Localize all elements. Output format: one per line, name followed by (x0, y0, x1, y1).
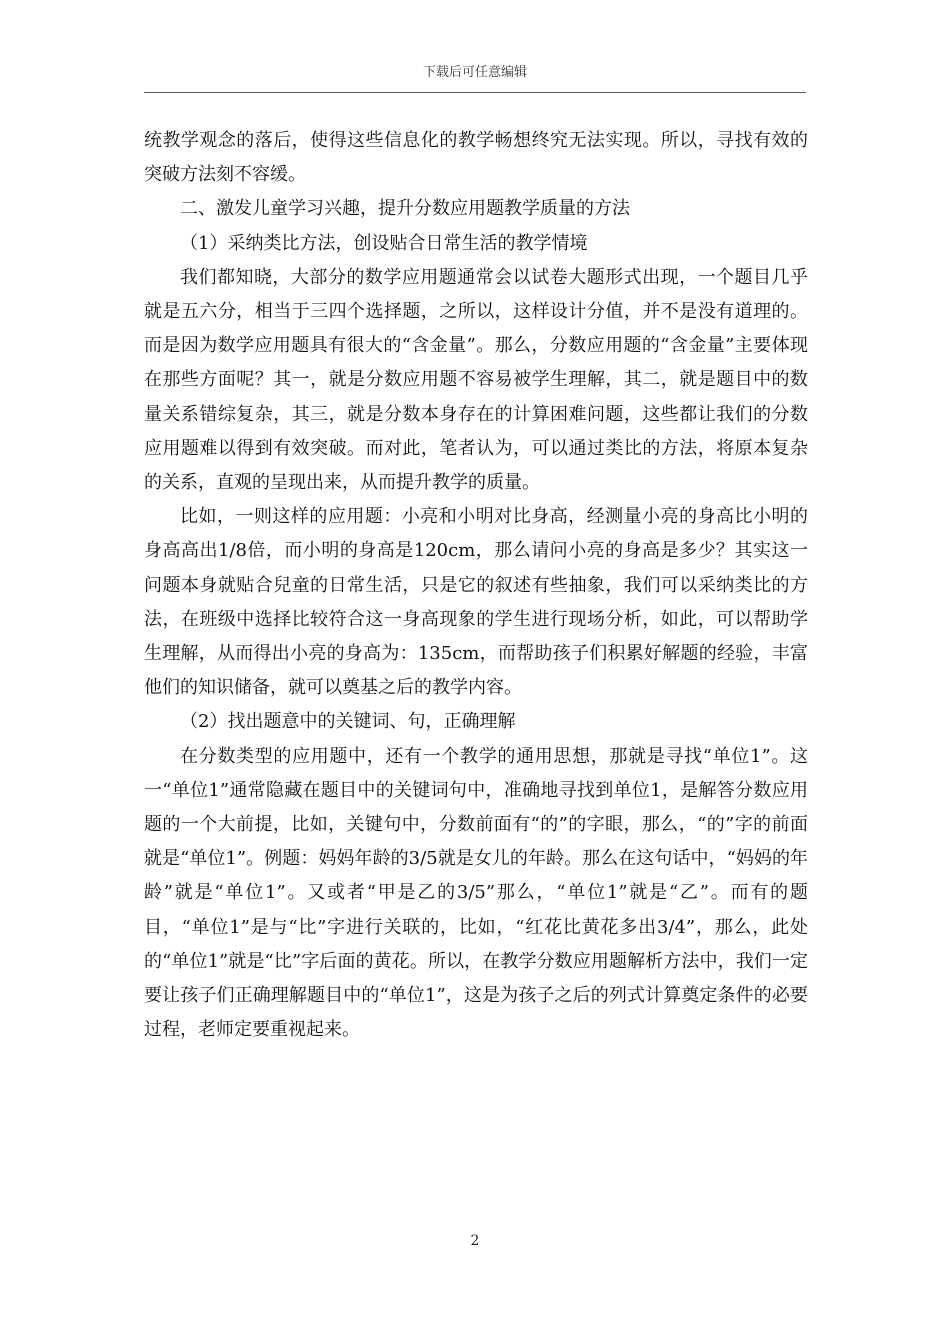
subsection-heading-2: （2）找出题意中的关键词、句，正确理解 (180, 711, 516, 733)
paragraph: 在分数类型的应用题中，还有一个教学的通用思想，那就是寻找“单位1”。这一“单位1”通常隐藏在题目中的关键词句中，准确地寻找到单位1，是解答分数应用题的一个大前提，比如，关键句中，分数前面有“的”的字眼，那么，“的”字的前面就是“单位1”。例题：妈妈年龄的3/5就是女儿的年龄。那么在这句话中，“妈妈的年龄”就是“单位1”。又或者“甲是乙的3/5”那么，“单位1”就是“乙”。而有的题目，“单位1”是与“比”字进行关联的，比如，“红花比黄花多出3/4”，那么，此处的“单位1”就是“比”字后面的黄花。所以，在教学分数应用题解析方法中，我们一定要让孩子们正确理解题目中的“单位1”，这是为孩子之后的列式计算奠定条件的必要过程，老师定要重视起来。 (144, 745, 808, 1041)
paragraph: 比如，一则这样的应用题：小亮和小明对比身高，经测量小亮的身高比小明的身高高出1/8倍，而小明的身高是120cm，那么请问小亮的身高是多少？其实这一问题本身就贴合兒童的日常生活，只是它的叙述有些抽象，我们可以采纳类比的方法，在班级中选择比较符合这一身高现象的学生进行现场分析，如此，可以帮助学生理解，从而得出小亮的身高为：135cm，而帮助孩子们积累好解题的经验，丰富他们的知识储备，就可以奠基之后的教学内容。 (144, 506, 808, 699)
header-divider (144, 92, 806, 93)
document-body (144, 124, 808, 1047)
page-number: 2 (470, 1233, 480, 1249)
subsection-heading-1: （1）采纳类比方法，创设贴合日常生活的教学情境 (180, 232, 588, 254)
section-heading: 二、激发儿童学习兴趣，提升分数应用题教学质量的方法 (180, 198, 630, 220)
paragraph: 我们都知晓，大部分的数学应用题通常会以试卷大题形式出现，一个题目几乎就是五六分，相当于三四个选择题，之所以，这样设计分值，并不是没有道理的。而是因为数学应用题具有很大的“含金量”。那么，分数应用题的“含金量”主要体现在那些方面呢？其一，就是分数应用题不容易被学生理解，其二，就是题目中的数量关系错综复杂，其三，就是分数本身存在的计算困难问题，这些都让我们的分数应用题难以得到有效突破。而对此，笔者认为，可以通过类比的方法，将原本复杂的关系，直观的呈现出来，从而提升教学的质量。 (144, 266, 808, 494)
page-header: 下载后可任意编辑 (422, 65, 527, 80)
paragraph-continued: 统教学观念的落后，使得这些信息化的教学畅想终究无法实现。所以，寻找有效的突破方法刻不容缓。 (144, 130, 808, 186)
